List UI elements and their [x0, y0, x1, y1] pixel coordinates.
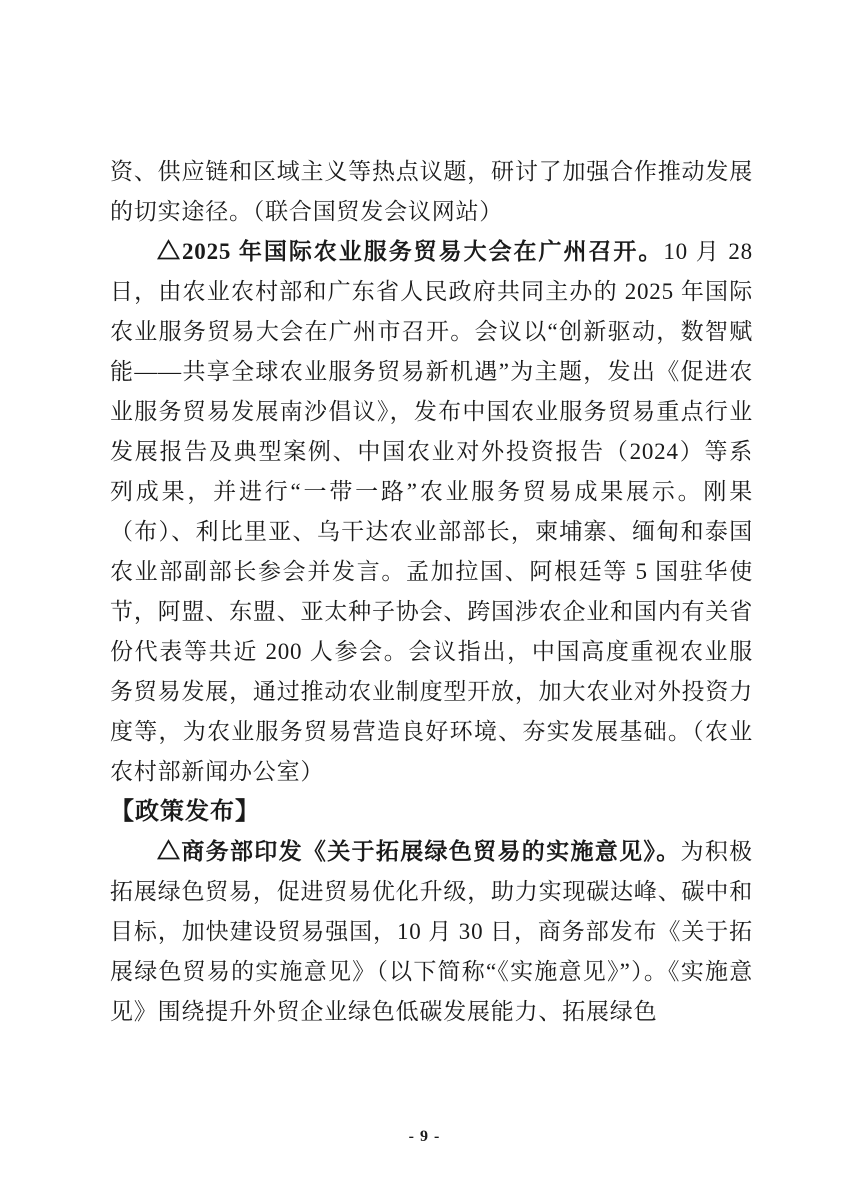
bold-text-segment: △商务部印发《关于拓展绿色贸易的实施意见》。 [157, 839, 681, 864]
paragraph [110, 152, 753, 232]
bold-text-segment: 【政策发布】 [110, 798, 260, 825]
page-number: - 9 - [408, 1128, 441, 1145]
text-segment: 为积极拓展绿色贸易，促进贸易优化升级，助力实现碳达峰、碳中和目标，加快建设贸易强国，10 月 30 日，商务部发布《关于拓展绿色贸易的实施意见》（以下简称“《实施意见》”）。《实施意见》围绕提升外贸企业绿色低碳发展能力、拓展绿色 [110, 839, 753, 1024]
page-footer [0, 1128, 849, 1146]
bold-text-segment: △2025 年国际农业服务贸易大会在广州召开。 [157, 239, 664, 264]
paragraph [110, 232, 753, 792]
text-segment: 10 月 28 日，由农业农村部和广东省人民政府共同主办的 2025 年国际农业服务贸易大会在广州市召开。会议以“创新驱动，数智赋能——共享全球农业服务贸易新机遇”为主题，发出《促进农业服务贸易发展南沙倡议》，发布中国农业服务贸易重点行业发展报告及典型案例、中国农业对外投资报告（2024）等系列成果，并进行“一带一路”农业服务贸易成果展示。刚果（布）、利比里亚、乌干达农业部部长，柬埔寨、缅甸和泰国农业部副部长参会并发言。孟加拉国、阿根廷等 5 国驻华使节，阿盟、东盟、亚太种子协会、跨国涉农企业和国内有关省份代表等共近 200 人参会。会议指出，中国高度重视农业服务贸易发展，通过推动农业制度型开放，加大农业对外投资力度等，为农业服务贸易营造良好环境、夯实发展基础。（农业农村部新闻办公室） [110, 239, 753, 784]
paragraph [110, 832, 753, 1032]
document-body [110, 152, 753, 1032]
text-segment: 资、供应链和区域主义等热点议题，研讨了加强合作推动发展的切实途径。（联合国贸发会议网站） [110, 159, 753, 224]
section-header [110, 792, 753, 832]
